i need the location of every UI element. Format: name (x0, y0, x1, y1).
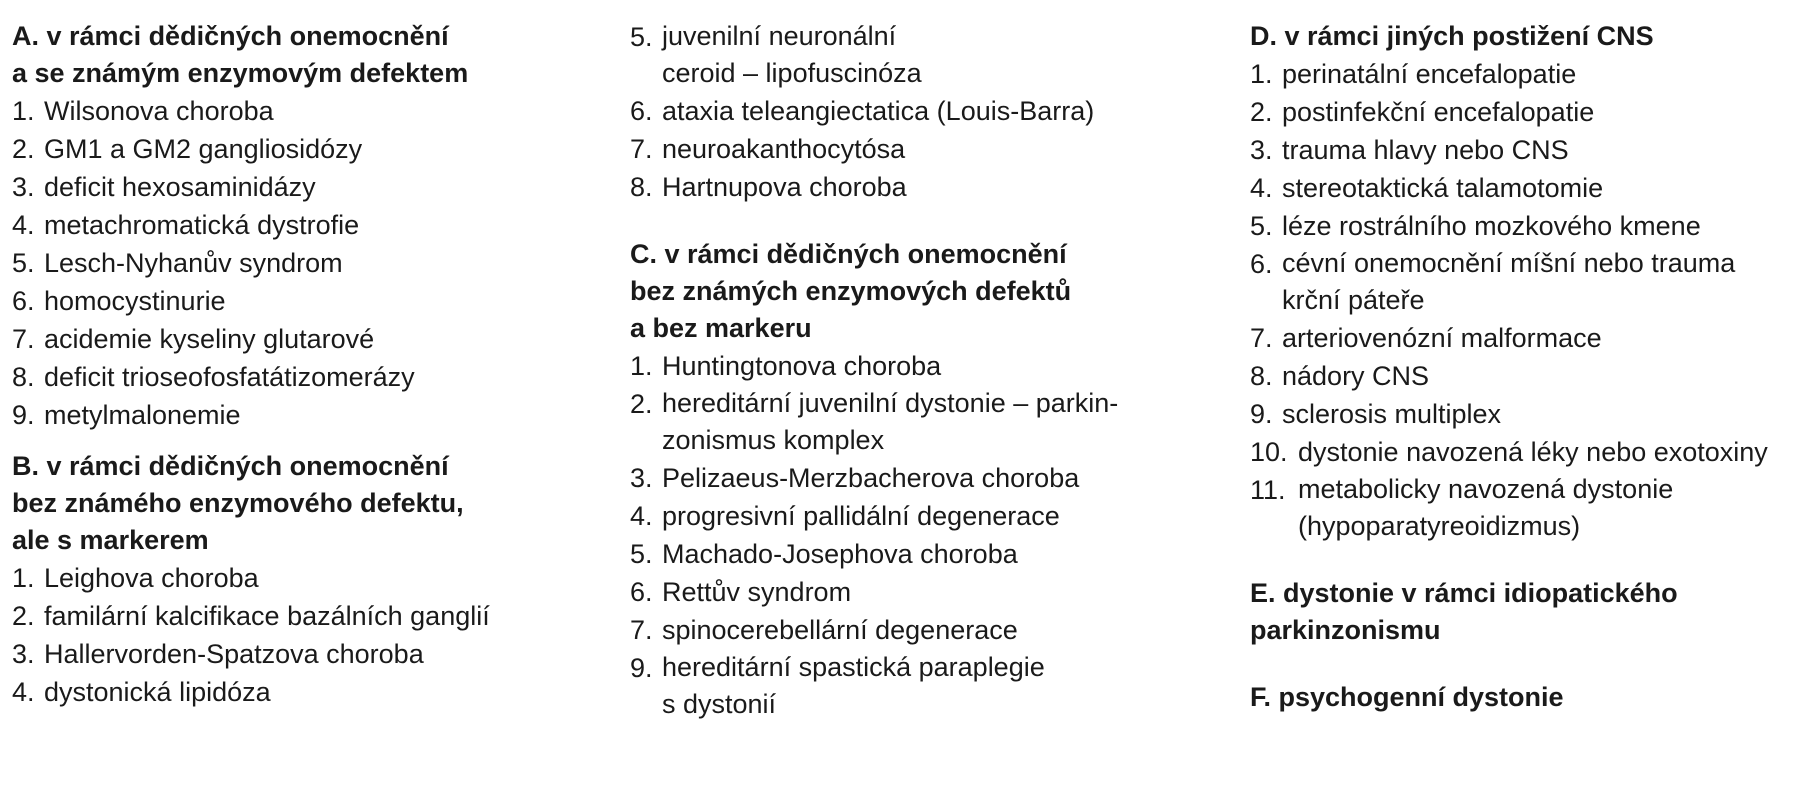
item-number: 4. (1250, 173, 1273, 203)
item-text-line2: zonismus komplex (662, 425, 885, 455)
item-text: léze rostrálního mozkového kmene (1282, 211, 1701, 241)
item-text: dystonie navozená léky nebo exotoxiny (1298, 437, 1768, 467)
list-item (12, 168, 612, 206)
list-item (12, 396, 612, 434)
section-a-heading-line2: a se známým enzymovým defektem (12, 58, 469, 88)
item-number: 2. (630, 389, 653, 419)
list-item (630, 459, 1250, 497)
item-number: 3. (12, 172, 35, 202)
item-text-line1: juvenilní neuronální (662, 21, 897, 51)
item-number: 3. (12, 639, 35, 669)
item-number: 3. (630, 463, 653, 493)
item-text: Wilsonova choroba (44, 96, 274, 126)
item-number: 1. (1250, 59, 1273, 89)
item-text: Machado-Josephova choroba (662, 539, 1018, 569)
list-item (630, 168, 1250, 206)
item-text: Rettův syndrom (662, 577, 852, 607)
list-item (12, 320, 612, 358)
section-f (1250, 679, 1805, 716)
item-text: postinfekční encefalopatie (1282, 97, 1595, 127)
item-text: spinocerebellární degenerace (662, 615, 1018, 645)
section-b-heading-line1: B. v rámci dědičných onemocnění (12, 451, 449, 481)
section-b-heading-line3: ale s markerem (12, 525, 209, 555)
item-number: 4. (12, 677, 35, 707)
item-text: metylmalonemie (44, 400, 241, 430)
item-text: Pelizaeus-Merzbacherova choroba (662, 463, 1080, 493)
item-text-line2: ceroid – lipofuscinóza (662, 58, 922, 88)
section-e-heading (1250, 575, 1805, 649)
list-item (630, 535, 1250, 573)
section-e (1250, 575, 1805, 649)
list-item (630, 497, 1250, 535)
list-item (630, 18, 1250, 92)
item-text-line1: cévní onemocnění míšní nebo trauma (1282, 248, 1736, 278)
item-number: 2. (12, 134, 35, 164)
section-d-list (1250, 55, 1805, 545)
item-number: 6. (1250, 249, 1273, 279)
item-text: familární kalcifikace bazálních ganglií (44, 601, 490, 631)
list-item (630, 385, 1250, 459)
list-item (630, 611, 1250, 649)
item-number: 9. (1250, 399, 1273, 429)
item-number: 1. (630, 351, 653, 381)
item-text: deficit trioseofosfatátizomerázy (44, 362, 415, 392)
section-a-heading-line1: A. v rámci dědičných onemocnění (12, 21, 449, 51)
list-item (1250, 93, 1805, 131)
section-d (1250, 18, 1805, 545)
section-b-list (12, 559, 612, 711)
item-text-line1: hereditární spastická paraplegie (662, 652, 1045, 682)
item-text: ataxia teleangiectatica (Louis-Barra) (662, 96, 1095, 126)
column-1 (12, 18, 612, 711)
list-item (1250, 55, 1805, 93)
item-number: 1. (12, 96, 35, 126)
section-b (12, 448, 612, 711)
list-item (12, 358, 612, 396)
section-c-heading (630, 236, 1250, 347)
list-item (12, 282, 612, 320)
item-number: 8. (630, 172, 653, 202)
list-item (1250, 207, 1805, 245)
item-text-line2: krční páteře (1282, 285, 1425, 315)
list-item (1250, 245, 1805, 319)
section-gap (1250, 545, 1805, 575)
item-number: 10. (1250, 437, 1288, 467)
section-a-heading (12, 18, 612, 92)
item-text: Huntingtonova choroba (662, 351, 942, 381)
list-item (1250, 433, 1805, 471)
section-gap (1250, 649, 1805, 679)
item-text: nádory CNS (1282, 361, 1430, 391)
item-text: progresivní pallidální degenerace (662, 501, 1060, 531)
item-number: 6. (630, 577, 653, 607)
list-item (12, 92, 612, 130)
list-item (12, 673, 612, 711)
section-c (630, 236, 1250, 723)
list-item (1250, 169, 1805, 207)
list-item (1250, 471, 1805, 545)
item-text: trauma hlavy nebo CNS (1282, 135, 1569, 165)
list-item (1250, 357, 1805, 395)
item-text: homocystinurie (44, 286, 226, 316)
item-number: 4. (630, 501, 653, 531)
item-number: 9. (630, 653, 653, 683)
item-number: 7. (630, 134, 653, 164)
section-c-heading-line3: a bez markeru (630, 313, 812, 343)
item-number: 7. (12, 324, 35, 354)
item-text: acidemie kyseliny glutarové (44, 324, 375, 354)
item-text: dystonická lipidóza (44, 677, 271, 707)
section-c-heading-line1: C. v rámci dědičných onemocnění (630, 239, 1067, 269)
list-item (12, 559, 612, 597)
item-number: 8. (12, 362, 35, 392)
item-number: 6. (630, 96, 653, 126)
section-gap (630, 206, 1250, 236)
section-c-list (630, 347, 1250, 723)
item-number: 5. (1250, 211, 1273, 241)
item-number: 5. (12, 248, 35, 278)
section-b-heading-line2: bez známého enzymového defektu, (12, 488, 464, 518)
item-number: 5. (630, 22, 653, 52)
item-number: 2. (1250, 97, 1273, 127)
list-item (12, 130, 612, 168)
item-number: 2. (12, 601, 35, 631)
list-item (630, 649, 1250, 723)
item-text-line2: s dystonií (662, 689, 777, 719)
item-text-line1: metabolicky navozená dystonie (1298, 474, 1674, 504)
list-item (1250, 395, 1805, 433)
list-item (12, 597, 612, 635)
item-number: 3. (1250, 135, 1273, 165)
item-number: 9. (12, 400, 35, 430)
list-item (1250, 319, 1805, 357)
item-text: metachromatická dystrofie (44, 210, 360, 240)
column-3 (1250, 18, 1805, 716)
section-e-heading-line2: parkinzonismu (1250, 615, 1441, 645)
section-d-heading: D. v rámci jiných postižení CNS (1250, 21, 1654, 51)
item-text: Hallervorden-Spatzova choroba (44, 639, 424, 669)
section-a (12, 18, 612, 434)
item-number: 5. (630, 539, 653, 569)
item-text: Lesch-Nyhanův syndrom (44, 248, 343, 278)
item-text: perinatální encefalopatie (1282, 59, 1577, 89)
list-item (630, 347, 1250, 385)
item-number: 4. (12, 210, 35, 240)
list-item (12, 244, 612, 282)
item-number: 6. (12, 286, 35, 316)
list-item (630, 92, 1250, 130)
section-b-continued-list (630, 18, 1250, 206)
item-text: deficit hexosaminidázy (44, 172, 316, 202)
section-c-heading-line2: bez známých enzymových defektů (630, 276, 1072, 306)
list-item (12, 635, 612, 673)
item-number: 11. (1250, 475, 1286, 505)
list-item (1250, 131, 1805, 169)
section-f-heading: F. psychogenní dystonie (1250, 682, 1564, 712)
item-text: stereotaktická talamotomie (1282, 173, 1604, 203)
column-2 (630, 18, 1250, 723)
list-item (630, 130, 1250, 168)
item-number: 1. (12, 563, 35, 593)
item-number: 7. (630, 615, 653, 645)
section-b-continued (630, 18, 1250, 206)
item-text-line2: (hypoparatyreoidizmus) (1298, 511, 1581, 541)
item-text: GM1 a GM2 gangliosidózy (44, 134, 363, 164)
item-text: neuroakanthocytósa (662, 134, 906, 164)
section-gap (12, 434, 612, 448)
section-b-heading (12, 448, 612, 559)
item-number: 8. (1250, 361, 1273, 391)
list-item (630, 573, 1250, 611)
item-number: 7. (1250, 323, 1273, 353)
item-text: sclerosis multiplex (1282, 399, 1502, 429)
list-item (12, 206, 612, 244)
item-text: Hartnupova choroba (662, 172, 907, 202)
item-text-line1: hereditární juvenilní dystonie – parkin- (662, 388, 1119, 418)
item-text: Leighova choroba (44, 563, 259, 593)
item-text: arteriovenózní malformace (1282, 323, 1602, 353)
section-e-heading-line1: E. dystonie v rámci idiopatického (1250, 578, 1678, 608)
section-a-list (12, 92, 612, 434)
